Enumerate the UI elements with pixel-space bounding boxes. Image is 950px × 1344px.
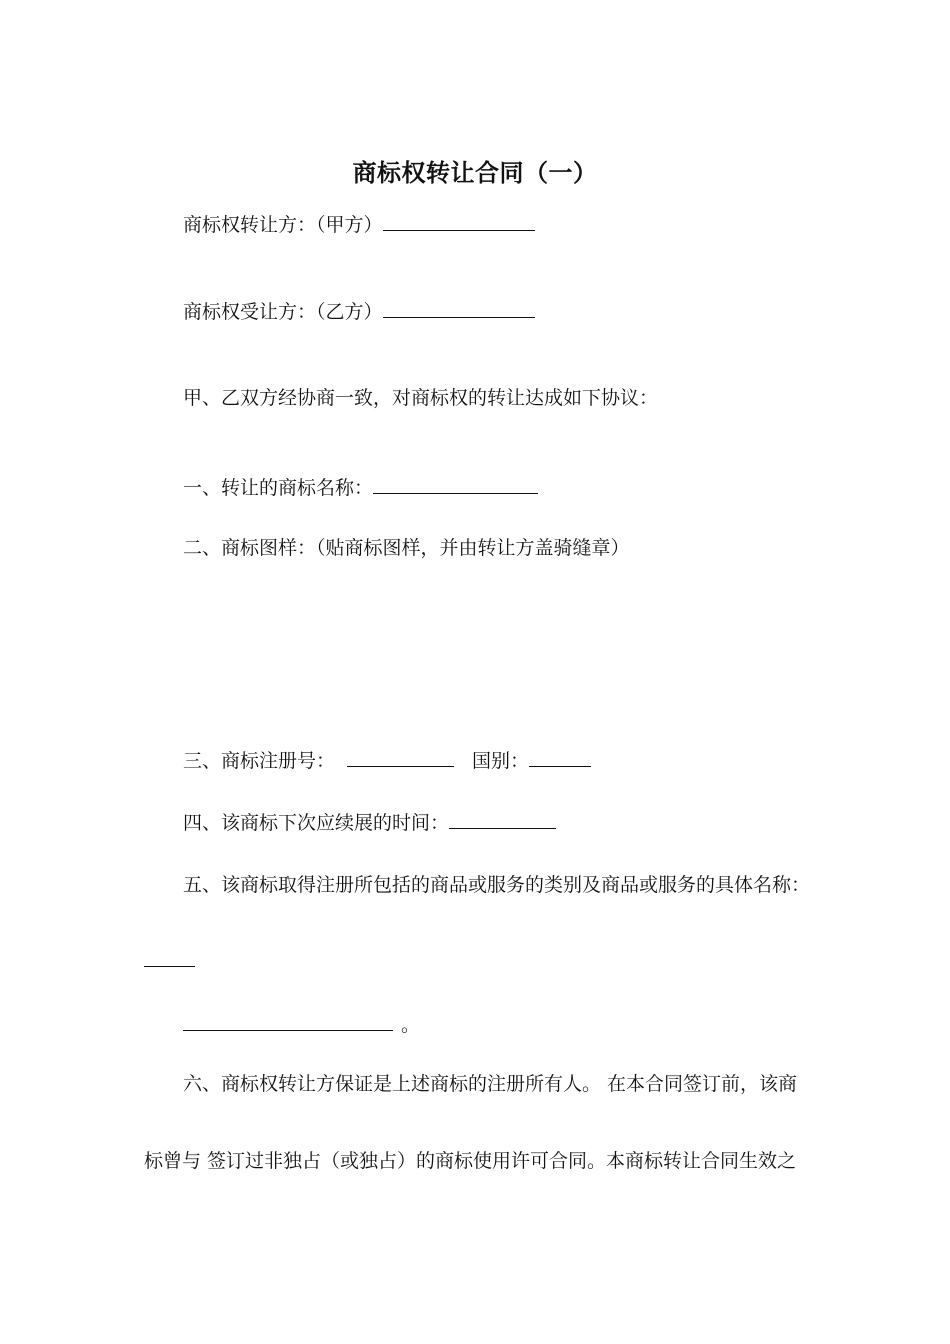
goods-services-blank-2[interactable]	[183, 1012, 393, 1031]
document-title: 商标权转让合同（一）	[352, 159, 598, 187]
clause-5-end-mark: 。	[401, 1014, 421, 1036]
goods-services-blank-1[interactable]	[144, 948, 195, 967]
clause-6-line-2: 标曾与 签订过非独占（或独占）的商标使用许可合同。本商标转让合同生效之	[144, 1150, 797, 1172]
clause-3-reg-label: 三、商标注册号：	[183, 750, 336, 772]
agreement-intro: 甲、乙双方经协商一致，对商标权的转让达成如下协议：	[183, 387, 659, 409]
clause-3-country-label: 国别：	[472, 750, 530, 772]
clause-5-blank-line-2	[183, 1012, 420, 1037]
clause-1-label: 一、转让的商标名称：	[183, 477, 374, 499]
clause-4-line	[183, 810, 556, 835]
transferee-line	[183, 299, 535, 324]
transferee-label: 商标权受让方：（乙方）	[183, 301, 383, 323]
clause-1-line	[183, 475, 538, 500]
registration-number-blank[interactable]	[347, 748, 454, 767]
clause-6-line-1: 六、商标权转让方保证是上述商标的注册所有人。 在本合同签订前，该商	[183, 1073, 798, 1095]
renewal-date-blank[interactable]	[449, 810, 556, 829]
transferee-blank[interactable]	[383, 299, 535, 318]
trademark-name-blank[interactable]	[373, 475, 538, 494]
transferor-blank[interactable]	[383, 212, 535, 231]
clause-5: 五、该商标取得注册所包括的商品或服务的类别及商品或服务的具体名称：	[183, 874, 811, 896]
country-blank[interactable]	[529, 748, 591, 767]
clause-3-line	[183, 748, 591, 773]
clause-2: 二、商标图样：（贴商标图样，并由转让方盖骑缝章）	[183, 537, 630, 559]
transferor-label: 商标权转让方：（甲方）	[183, 214, 383, 236]
transferor-line	[183, 212, 535, 237]
clause-4-label: 四、该商标下次应续展的时间：	[183, 812, 450, 834]
clause-5-blank-line-1	[144, 948, 195, 973]
